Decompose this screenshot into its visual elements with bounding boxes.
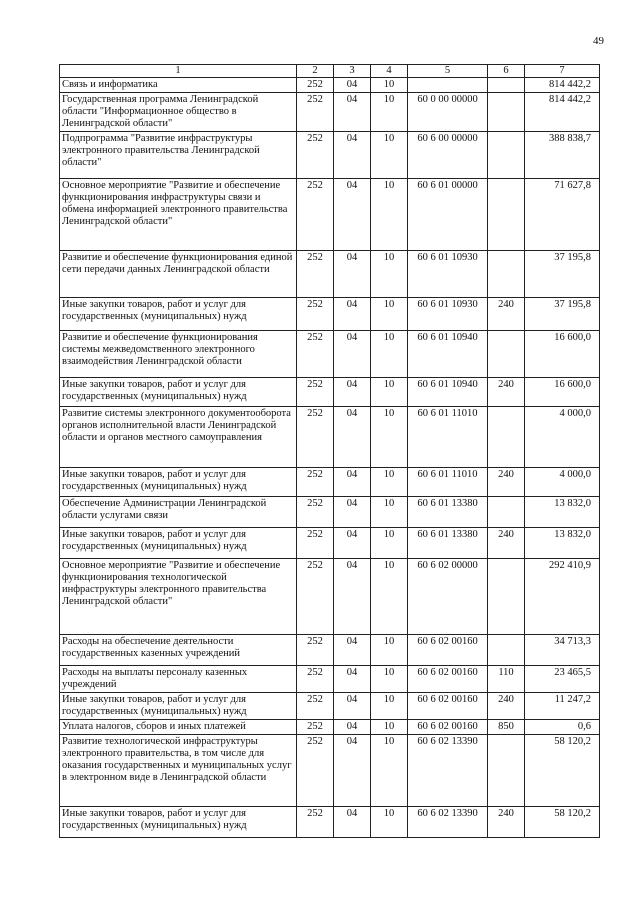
row-name-cell: Развитие системы электронного документооборота органов исполнительной власти Ленинградской области и органов местного самоуправления: [60, 407, 297, 468]
amount-cell: 814 442,2: [525, 93, 600, 132]
code-cell: 252: [297, 666, 334, 693]
section-cell: 04: [334, 93, 371, 132]
expense-type-cell: 240: [488, 693, 525, 720]
expense-type-cell: [488, 407, 525, 468]
subsection-cell: 10: [371, 807, 408, 838]
expense-type-cell: 240: [488, 298, 525, 331]
table-row: [60, 528, 600, 559]
code-cell: 252: [297, 93, 334, 132]
amount-cell: 4 000,0: [525, 407, 600, 468]
expense-type-cell: [488, 559, 525, 635]
amount-cell: 23 465,5: [525, 666, 600, 693]
table-row: [60, 807, 600, 838]
amount-cell: 71 627,8: [525, 179, 600, 251]
code-cell: 252: [297, 807, 334, 838]
expense-type-cell: [488, 78, 525, 93]
code-cell: 252: [297, 559, 334, 635]
row-name-cell: Иные закупки товаров, работ и услуг для государственных (муниципальных) нужд: [60, 468, 297, 497]
column-header: 5: [408, 65, 488, 78]
amount-cell: 11 247,2: [525, 693, 600, 720]
code-cell: 252: [297, 407, 334, 468]
code-cell: 252: [297, 132, 334, 179]
subsection-cell: 10: [371, 251, 408, 298]
expense-type-cell: [488, 179, 525, 251]
table-row: [60, 666, 600, 693]
table-row: [60, 251, 600, 298]
row-name-cell: Иные закупки товаров, работ и услуг для государственных (муниципальных) нужд: [60, 378, 297, 407]
subsection-cell: 10: [371, 666, 408, 693]
amount-cell: 292 410,9: [525, 559, 600, 635]
table-row: [60, 179, 600, 251]
subsection-cell: 10: [371, 468, 408, 497]
code-cell: 252: [297, 378, 334, 407]
table-row: [60, 78, 600, 93]
amount-cell: 58 120,2: [525, 735, 600, 807]
budget-table: [59, 64, 600, 838]
code-cell: 252: [297, 331, 334, 378]
target-article-cell: 60 6 00 00000: [408, 132, 488, 179]
target-article-cell: 60 6 01 00000: [408, 179, 488, 251]
row-name-cell: Подпрограмма "Развитие инфраструктуры электронного правительства Ленинградской области": [60, 132, 297, 179]
amount-cell: 16 600,0: [525, 331, 600, 378]
target-article-cell: 60 6 01 13380: [408, 497, 488, 528]
table-row: [60, 132, 600, 179]
section-cell: 04: [334, 407, 371, 468]
row-name-cell: Развитие и обеспечение функционирования системы межведомственного электронного взаимодействия Ленинградской области: [60, 331, 297, 378]
target-article-cell: 60 6 01 10940: [408, 331, 488, 378]
subsection-cell: 10: [371, 528, 408, 559]
code-cell: 252: [297, 78, 334, 93]
target-article-cell: 60 6 02 13390: [408, 807, 488, 838]
expense-type-cell: [488, 132, 525, 179]
section-cell: 04: [334, 807, 371, 838]
column-header: 1: [60, 65, 297, 78]
row-name-cell: Развитие технологической инфраструктуры электронного правительства, в том числе для оказания государственных и муниципальных услуг в электронном виде в Ленинградской области: [60, 735, 297, 807]
column-header: 2: [297, 65, 334, 78]
subsection-cell: 10: [371, 132, 408, 179]
table-row: [60, 735, 600, 807]
section-cell: 04: [334, 528, 371, 559]
amount-cell: 388 838,7: [525, 132, 600, 179]
target-article-cell: 60 6 02 13390: [408, 735, 488, 807]
target-article-cell: 60 6 02 00000: [408, 559, 488, 635]
subsection-cell: 10: [371, 331, 408, 378]
expense-type-cell: [488, 635, 525, 666]
target-article-cell: 60 6 02 00160: [408, 666, 488, 693]
table-row: [60, 298, 600, 331]
code-cell: 252: [297, 497, 334, 528]
code-cell: 252: [297, 735, 334, 807]
subsection-cell: 10: [371, 298, 408, 331]
expense-type-cell: 240: [488, 468, 525, 497]
code-cell: 252: [297, 298, 334, 331]
target-article-cell: 60 6 02 00160: [408, 720, 488, 735]
amount-cell: 4 000,0: [525, 468, 600, 497]
target-article-cell: 60 6 01 13380: [408, 528, 488, 559]
code-cell: 252: [297, 720, 334, 735]
section-cell: 04: [334, 693, 371, 720]
row-name-cell: Связь и информатика: [60, 78, 297, 93]
code-cell: 252: [297, 251, 334, 298]
expense-type-cell: 240: [488, 528, 525, 559]
page-number: 49: [593, 35, 604, 47]
section-cell: 04: [334, 635, 371, 666]
expense-type-cell: [488, 331, 525, 378]
code-cell: 252: [297, 179, 334, 251]
expense-type-cell: 240: [488, 378, 525, 407]
expense-type-cell: 110: [488, 666, 525, 693]
expense-type-cell: 850: [488, 720, 525, 735]
code-cell: 252: [297, 468, 334, 497]
amount-cell: 13 832,0: [525, 497, 600, 528]
section-cell: 04: [334, 720, 371, 735]
row-name-cell: Расходы на выплаты персоналу казенных учреждений: [60, 666, 297, 693]
expense-type-cell: [488, 93, 525, 132]
subsection-cell: 10: [371, 407, 408, 468]
table-row: [60, 559, 600, 635]
row-name-cell: Развитие и обеспечение функционирования единой сети передачи данных Ленинградской области: [60, 251, 297, 298]
section-cell: 04: [334, 468, 371, 497]
column-header: 4: [371, 65, 408, 78]
table-row: [60, 407, 600, 468]
target-article-cell: 60 6 02 00160: [408, 693, 488, 720]
row-name-cell: Обеспечение Администрации Ленинградской области услугами связи: [60, 497, 297, 528]
section-cell: 04: [334, 378, 371, 407]
subsection-cell: 10: [371, 78, 408, 93]
amount-cell: 58 120,2: [525, 807, 600, 838]
subsection-cell: 10: [371, 378, 408, 407]
amount-cell: 34 713,3: [525, 635, 600, 666]
section-cell: 04: [334, 735, 371, 807]
subsection-cell: 10: [371, 179, 408, 251]
column-header: 3: [334, 65, 371, 78]
table-row: [60, 693, 600, 720]
column-header: 7: [525, 65, 600, 78]
table-row: [60, 331, 600, 378]
row-name-cell: Уплата налогов, сборов и иных платежей: [60, 720, 297, 735]
column-header: 6: [488, 65, 525, 78]
row-name-cell: Основное мероприятие "Развитие и обеспечение функционирования технологической инфраструктуры электронного правительства Ленинградской области": [60, 559, 297, 635]
section-cell: 04: [334, 666, 371, 693]
section-cell: 04: [334, 132, 371, 179]
row-name-cell: Расходы на обеспечение деятельности государственных казенных учреждений: [60, 635, 297, 666]
subsection-cell: 10: [371, 559, 408, 635]
subsection-cell: 10: [371, 93, 408, 132]
expense-type-cell: [488, 497, 525, 528]
section-cell: 04: [334, 251, 371, 298]
subsection-cell: 10: [371, 635, 408, 666]
subsection-cell: 10: [371, 720, 408, 735]
row-name-cell: Основное мероприятие "Развитие и обеспечение функционирования инфраструктуры связи и обмена информацией электронного правительства Ленинградской области": [60, 179, 297, 251]
table-header-row: [60, 65, 600, 78]
target-article-cell: 60 6 01 10940: [408, 378, 488, 407]
amount-cell: 16 600,0: [525, 378, 600, 407]
table-row: [60, 93, 600, 132]
code-cell: 252: [297, 635, 334, 666]
target-article-cell: [408, 78, 488, 93]
section-cell: 04: [334, 298, 371, 331]
target-article-cell: 60 6 01 10930: [408, 298, 488, 331]
expense-type-cell: [488, 735, 525, 807]
row-name-cell: Иные закупки товаров, работ и услуг для государственных (муниципальных) нужд: [60, 807, 297, 838]
target-article-cell: 60 0 00 00000: [408, 93, 488, 132]
table-row: [60, 378, 600, 407]
code-cell: 252: [297, 528, 334, 559]
table-row: [60, 635, 600, 666]
target-article-cell: 60 6 02 00160: [408, 635, 488, 666]
amount-cell: 814 442,2: [525, 78, 600, 93]
table-row: [60, 468, 600, 497]
table-row: [60, 497, 600, 528]
subsection-cell: 10: [371, 693, 408, 720]
target-article-cell: 60 6 01 11010: [408, 468, 488, 497]
amount-cell: 13 832,0: [525, 528, 600, 559]
amount-cell: 37 195,8: [525, 298, 600, 331]
subsection-cell: 10: [371, 735, 408, 807]
section-cell: 04: [334, 331, 371, 378]
row-name-cell: Иные закупки товаров, работ и услуг для государственных (муниципальных) нужд: [60, 528, 297, 559]
expense-type-cell: [488, 251, 525, 298]
subsection-cell: 10: [371, 497, 408, 528]
amount-cell: 37 195,8: [525, 251, 600, 298]
table-row: [60, 720, 600, 735]
section-cell: 04: [334, 78, 371, 93]
row-name-cell: Государственная программа Ленинградской области "Информационное общество в Ленинградской области": [60, 93, 297, 132]
row-name-cell: Иные закупки товаров, работ и услуг для государственных (муниципальных) нужд: [60, 693, 297, 720]
code-cell: 252: [297, 693, 334, 720]
section-cell: 04: [334, 497, 371, 528]
section-cell: 04: [334, 559, 371, 635]
target-article-cell: 60 6 01 11010: [408, 407, 488, 468]
row-name-cell: Иные закупки товаров, работ и услуг для государственных (муниципальных) нужд: [60, 298, 297, 331]
amount-cell: 0,6: [525, 720, 600, 735]
target-article-cell: 60 6 01 10930: [408, 251, 488, 298]
section-cell: 04: [334, 179, 371, 251]
expense-type-cell: 240: [488, 807, 525, 838]
